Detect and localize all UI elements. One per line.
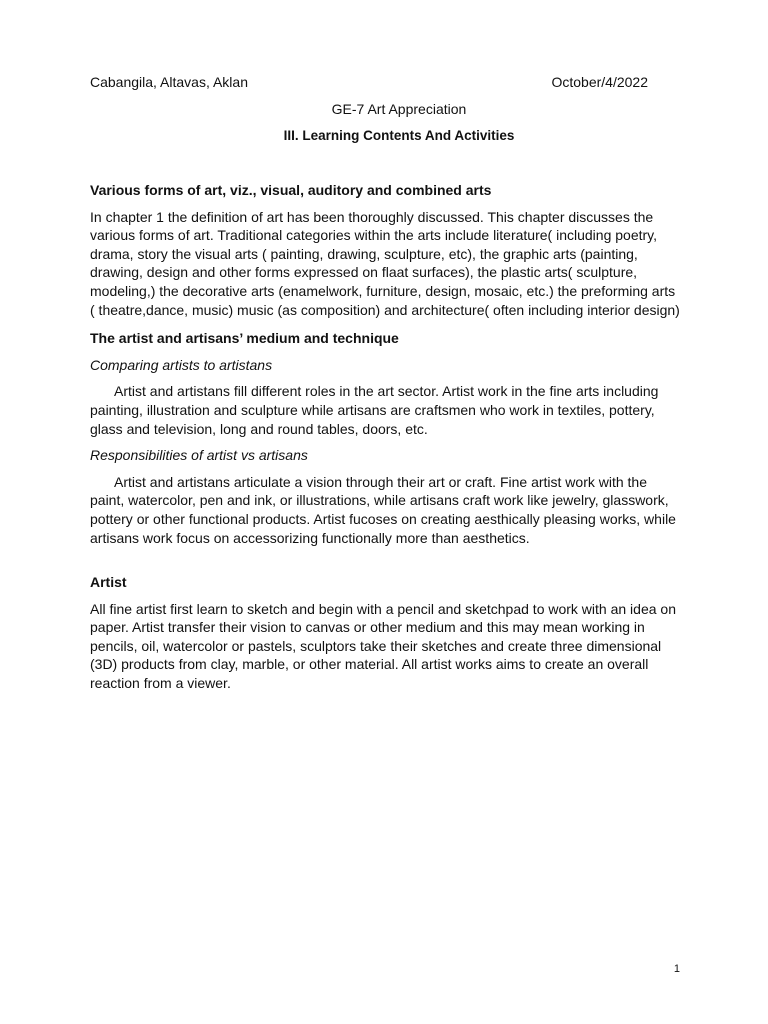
subheading-comparing: Comparing artists to artistans: [90, 356, 273, 373]
document-header: [90, 74, 648, 94]
heading-artist: Artist: [90, 574, 127, 591]
paragraph-comparing: Artist and artistans fill different roles in the art sector. Artist work in the fine arts including painting, illustration and sculpture while artisans are craftsmen who work in textiles, pottery, glass and television, long and round tables, doors, etc.: [90, 383, 659, 437]
page-number: 1: [673, 963, 680, 975]
paragraph-artist: All fine artist first learn to sketch and begin with a pencil and sketchpad to work with an idea on paper. Artist transfer their vision to canvas or other medium and this may mean working in pencils, oil, watercolor or pastels, sculptors take their sketches and create three dimensional (3D) products from clay, marble, or other material. All artist works aims to create an overall reaction from a viewer.: [90, 600, 676, 692]
paragraph-responsibilities: Artist and artistans articulate a vision through their art or craft. Fine artist work with the paint, watercolor, pen and ink, or illustrations, while artisans craft work like jewelry, glasswork, pottery or other functional products. Artist fucoses on creating aesthically pleasing works, while artisans work focus on accessorizing functionally more than aesthetics.: [90, 473, 676, 546]
subheading-responsibilities: Responsibilities of artist vs artisans: [90, 447, 308, 464]
heading-medium-technique: The artist and artisans’ medium and technique: [90, 330, 399, 347]
authors-text: Cabangila, Altavas, Aklan: [90, 74, 248, 90]
course-title: GE-7 Art Appreciation: [331, 101, 467, 117]
section-title: III. Learning Contents And Activities: [283, 128, 515, 143]
date-text: October/4/2022: [551, 74, 648, 90]
paragraph-forms-of-art: In chapter 1 the definition of art has been thoroughly discussed. This chapter discusses the various forms of art. Traditional categories within the arts include literature( including poetry, drama, story the visual arts ( painting, drawing, sculpture, etc), the graphic arts (painting, drawing, design and other forms expressed on flaat surfaces), the plastic arts( sculpture, modeling,) the decorative arts (enamelwork, furniture, design, mosaic, etc.) the preforming arts ( theatre,dance, music) music (as composition) and architecture( often including interior design): [90, 208, 680, 318]
document-body: [90, 181, 682, 693]
heading-forms-of-art: Various forms of art, viz., visual, auditory and combined arts: [90, 182, 492, 198]
